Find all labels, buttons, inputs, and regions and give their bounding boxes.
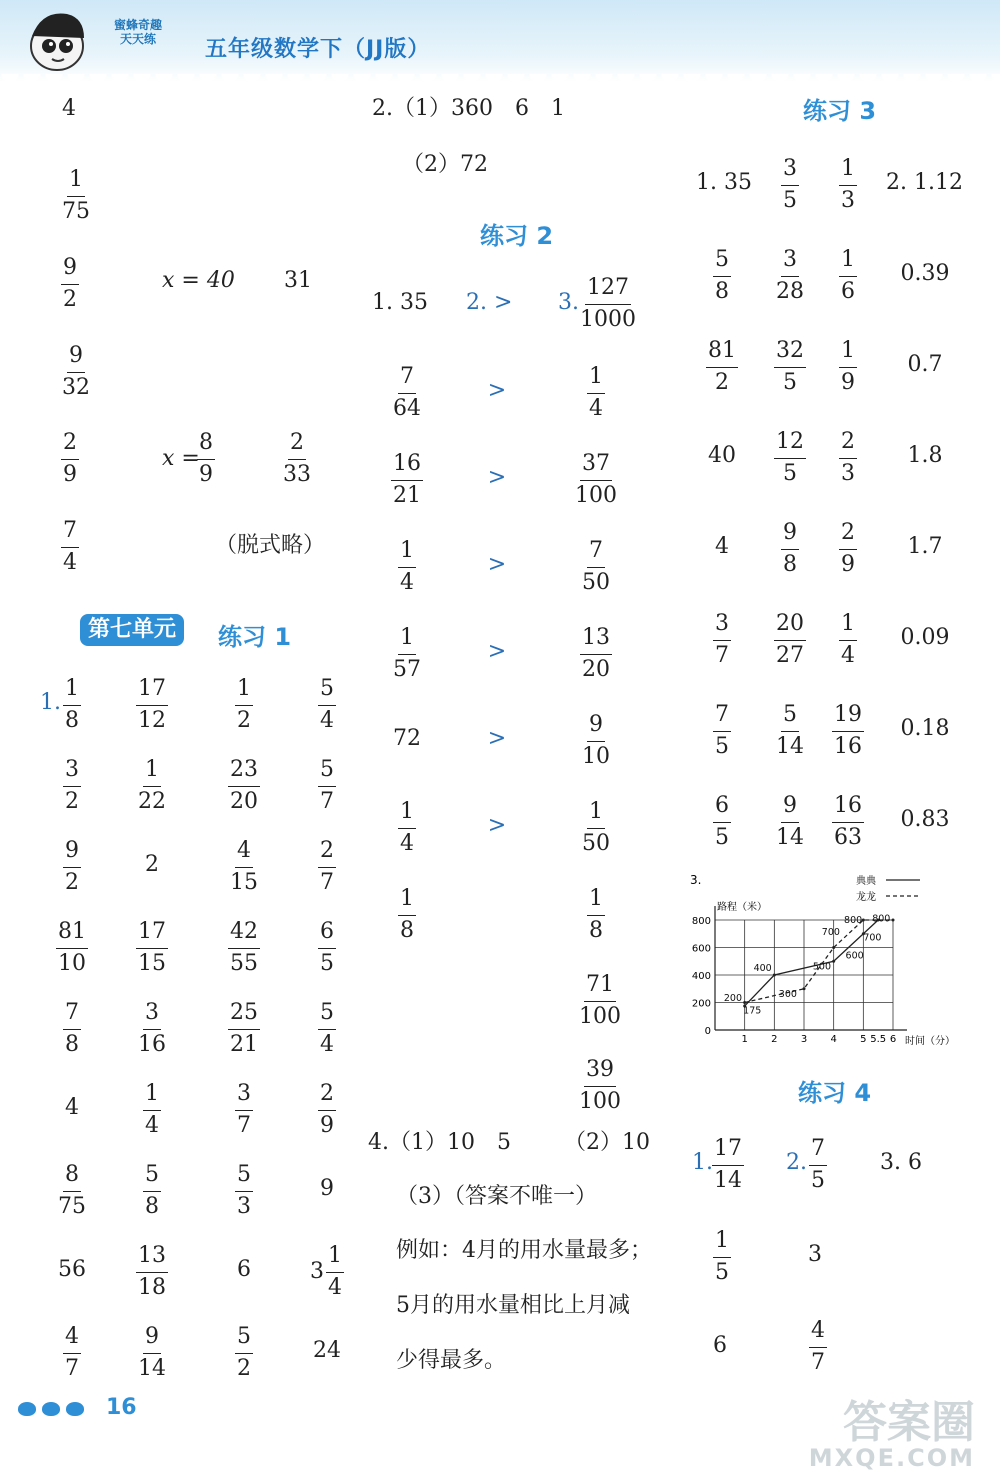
answer-fraction: 127 1000: [580, 275, 636, 332]
answer-line: （2）72: [402, 152, 488, 177]
answer-fraction: 13 18: [138, 1243, 166, 1300]
answer-fraction: 16 21: [393, 451, 421, 508]
x-tick-label: 3: [800, 1034, 808, 1045]
answer-fraction: 1 4: [145, 1081, 159, 1138]
answer-fraction: 17 15: [138, 919, 166, 976]
answer-fraction: 1 8: [65, 676, 79, 733]
answer-fraction: 2 3: [841, 429, 855, 486]
answer-fraction: 16 63: [834, 793, 862, 850]
answer-equation: x = 40: [162, 268, 235, 293]
data-label: 700: [821, 927, 840, 939]
data-point: [832, 946, 835, 949]
paw-icon: [18, 1402, 36, 1416]
data-point: [803, 987, 806, 990]
answer-fraction: 6 5: [320, 919, 334, 976]
answer-fraction: 8 9: [199, 430, 213, 487]
answer-fraction: 3 7: [237, 1081, 251, 1138]
answer-value: 40: [708, 443, 736, 468]
answer-fraction: 3 5: [783, 156, 797, 213]
answer-value: 4: [715, 534, 729, 559]
data-label: 800: [872, 913, 891, 925]
answer-text: 少得最多。: [396, 1348, 507, 1373]
answer-fraction: 2 9: [320, 1081, 334, 1138]
data-point: [832, 960, 835, 963]
answer-fraction: 42 55: [230, 919, 258, 976]
y-tick-label: 600: [691, 943, 711, 955]
answer-value: 1. 35: [372, 290, 428, 315]
answer-fraction: 71 100: [579, 972, 621, 1029]
x-tick-label: 6: [889, 1034, 897, 1045]
answer-value: >: [487, 378, 507, 403]
answer-value: 31: [284, 268, 312, 293]
data-label: 600: [845, 950, 864, 962]
answer-fraction: 32 5: [776, 338, 804, 395]
answer-fraction: 1 8: [589, 886, 603, 943]
data-label: 400: [753, 962, 772, 974]
exercise-3-title: 练习 3: [803, 97, 877, 125]
answer-fraction: 5 8: [715, 247, 729, 304]
answer-fraction: 7 8: [65, 1000, 79, 1057]
answer-fraction: 7 4: [63, 518, 77, 575]
answer-fraction: 13 20: [582, 625, 610, 682]
x-tick-label: 4: [830, 1034, 837, 1045]
answer-fraction: 1 75: [62, 167, 90, 224]
answer-fraction: 9 14: [776, 793, 804, 850]
answer-fraction: 19 16: [834, 702, 862, 759]
x-tick-label: 5: [860, 1034, 867, 1045]
y-tick-label: 400: [691, 971, 711, 982]
answer-fraction: 1 22: [138, 757, 166, 814]
answer-fraction: 2 9: [841, 520, 855, 577]
answer-fraction: 3 1 4: [310, 1243, 342, 1300]
answer-fraction: 4 7: [65, 1324, 79, 1381]
question-number: 3.: [558, 290, 579, 315]
exercise-4-title: 练习 4: [798, 1079, 872, 1107]
answer-fraction: 1 6: [841, 247, 855, 304]
answer-value: 4: [62, 96, 76, 121]
answer-value: >: [487, 465, 507, 490]
question-number: 2.: [786, 1150, 807, 1175]
answer-fraction: 1 4: [400, 799, 414, 856]
answer-fraction: 5 4: [320, 1000, 334, 1057]
answer-fraction: 7 64: [393, 364, 421, 421]
answer-value: 0.39: [900, 261, 950, 286]
data-label: 175: [743, 1005, 762, 1017]
answer-value: 1.8: [907, 443, 943, 468]
answer-value: 2. >: [466, 290, 513, 315]
answer-value: 6: [713, 1333, 727, 1358]
answer-fraction: 39 100: [579, 1057, 621, 1114]
answer-value: 2: [145, 852, 159, 877]
unit-badge: 第七单元: [80, 614, 184, 646]
exercise-2-title: 练习 2: [480, 222, 554, 250]
answer-fraction: 9 10: [582, 712, 610, 769]
x-tick-label: 2: [771, 1034, 778, 1045]
answer-value: 0.18: [900, 716, 950, 741]
answer-fraction: 81 2: [708, 338, 736, 395]
question-number: 3.: [690, 873, 702, 887]
answer-fraction: 5 4: [320, 676, 334, 733]
page-number: 16: [106, 1395, 137, 1420]
answer-fraction: 5 14: [776, 702, 804, 759]
answer-fraction: 1 57: [393, 625, 421, 682]
data-point: [892, 919, 895, 922]
mascot-icon: [22, 6, 92, 76]
legend-label: 典典: [856, 876, 876, 887]
answer-fraction: 81 10: [58, 919, 86, 976]
answer-fraction: 1 4: [589, 364, 603, 421]
data-label: 500: [812, 961, 832, 973]
logo-line1: 蜜蜂奇趣: [113, 18, 162, 32]
answer-fraction: 2 9: [63, 430, 77, 487]
answer-fraction: 9 14: [138, 1324, 166, 1381]
answer-fraction: 9 2: [65, 838, 79, 895]
answer-fraction: 17 12: [138, 676, 166, 733]
answer-text: 例如：4月的用水量最多；: [396, 1238, 652, 1263]
answer-value: >: [487, 726, 507, 751]
answer-value: 3. 6: [880, 1150, 922, 1175]
answer-value: 6: [237, 1257, 251, 1282]
y-tick-label: 200: [691, 998, 711, 1010]
answer-fraction: 9 2: [63, 255, 77, 312]
answer-value: 56: [58, 1257, 86, 1282]
logo-line2: 天天练: [119, 32, 156, 46]
answer-fraction: 5 8: [145, 1162, 159, 1219]
x-tick-label: 5.5: [870, 1034, 887, 1045]
answer-fraction: 4 15: [230, 838, 258, 895]
answer-value: 9: [320, 1176, 334, 1201]
answer-fraction: 1 4: [841, 611, 855, 668]
watermark: [808, 1397, 975, 1472]
answer-value: 0.09: [900, 625, 950, 650]
question-number: 1.: [692, 1150, 713, 1175]
brand-logo: [108, 18, 168, 46]
answer-fraction: 12 5: [776, 429, 804, 486]
answer-fraction: 5 3: [237, 1162, 251, 1219]
answer-line: （3）（答案不唯一）: [396, 1184, 597, 1209]
answer-fraction: 5 7: [320, 757, 334, 814]
answer-value: 24: [313, 1338, 341, 1363]
answer-fraction: 7 5: [811, 1136, 825, 1193]
y-tick-label: 0: [704, 1026, 711, 1037]
data-label: 700: [863, 932, 882, 944]
watermark-line2: MXQE.COM: [808, 1444, 975, 1472]
answer-fraction: 17 14: [714, 1136, 742, 1193]
answer-value: 72: [393, 726, 421, 751]
answer-equation: x =: [162, 446, 200, 471]
y-axis-label: 路程（米）: [717, 902, 767, 913]
answer-fraction: 6 5: [715, 793, 729, 850]
answer-value: >: [487, 813, 507, 838]
answer-value: 0.7: [907, 352, 943, 377]
answer-fraction: 20 27: [776, 611, 804, 668]
answer-value: 4: [65, 1095, 79, 1120]
answer-fraction: 1 2: [237, 676, 251, 733]
answer-fraction: 8 75: [58, 1162, 86, 1219]
answer-fraction: 37 100: [575, 451, 617, 508]
answer-fraction: 1 9: [841, 338, 855, 395]
legend-label: 龙龙: [856, 892, 876, 903]
paw-icons: [18, 1402, 84, 1416]
answer-value: >: [487, 552, 507, 577]
answer-fraction: 7 50: [582, 538, 610, 595]
answer-fraction: 3 16: [138, 1000, 166, 1057]
x-tick-label: 1: [741, 1034, 748, 1045]
data-point: [773, 974, 776, 977]
answer-fraction: 2 7: [320, 838, 334, 895]
whole-part: 3: [310, 1259, 324, 1284]
answer-line: （2）10: [564, 1130, 650, 1155]
answer-fraction: 25 21: [230, 1000, 258, 1057]
data-point: [862, 919, 865, 922]
answer-fraction: 3 2: [65, 757, 79, 814]
answer-fraction: 1 4: [400, 538, 414, 595]
paw-icon: [42, 1402, 60, 1416]
answer-fraction: 2 33: [283, 430, 311, 487]
watermark-line1: 答案圈: [843, 1397, 975, 1448]
book-title: 五年级数学下（JJ版）: [205, 37, 431, 62]
answer-fraction: 1 50: [582, 799, 610, 856]
answer-value: >: [487, 639, 507, 664]
answer-value: 3: [808, 1242, 822, 1267]
y-tick-label: 800: [691, 916, 711, 927]
data-label: 800: [844, 914, 863, 926]
data-label: 200: [723, 993, 743, 1005]
distance-time-chart: [688, 870, 973, 1055]
x-axis-label: 时间（分）: [905, 1036, 955, 1047]
answer-fraction: 23 20: [230, 757, 258, 814]
answer-value: 1.7: [907, 534, 943, 559]
answer-value: 2. 1.12: [886, 170, 963, 195]
answer-text: 5月的用水量相比上月减: [396, 1293, 630, 1318]
exercise-1-title: 练习 1: [218, 623, 292, 651]
answer-fraction: 3 28: [776, 247, 804, 304]
paw-icon: [66, 1402, 84, 1416]
answer-line: 4.（1）10 5: [368, 1130, 511, 1155]
answer-value: 0.83: [900, 807, 950, 832]
answer-fraction: 4 7: [811, 1318, 825, 1375]
data-label: 300: [778, 989, 797, 1000]
answer-fraction: 3 7: [715, 611, 729, 668]
question-number: 1.: [40, 690, 61, 715]
answer-fraction: 9 32: [62, 343, 90, 400]
data-point: [743, 1001, 746, 1004]
answer-fraction: 1 5: [715, 1228, 729, 1285]
answer-fraction: 1 3: [841, 156, 855, 213]
answer-fraction: 9 8: [783, 520, 797, 577]
answer-fraction: 5 2: [237, 1324, 251, 1381]
answer-note: （脱式略）: [215, 533, 326, 558]
answer-line: 2.（1）360 6 1: [372, 96, 565, 121]
answer-fraction: 1 8: [400, 886, 414, 943]
answer-fraction: 7 5: [715, 702, 729, 759]
answer-value: 1. 35: [696, 170, 752, 195]
